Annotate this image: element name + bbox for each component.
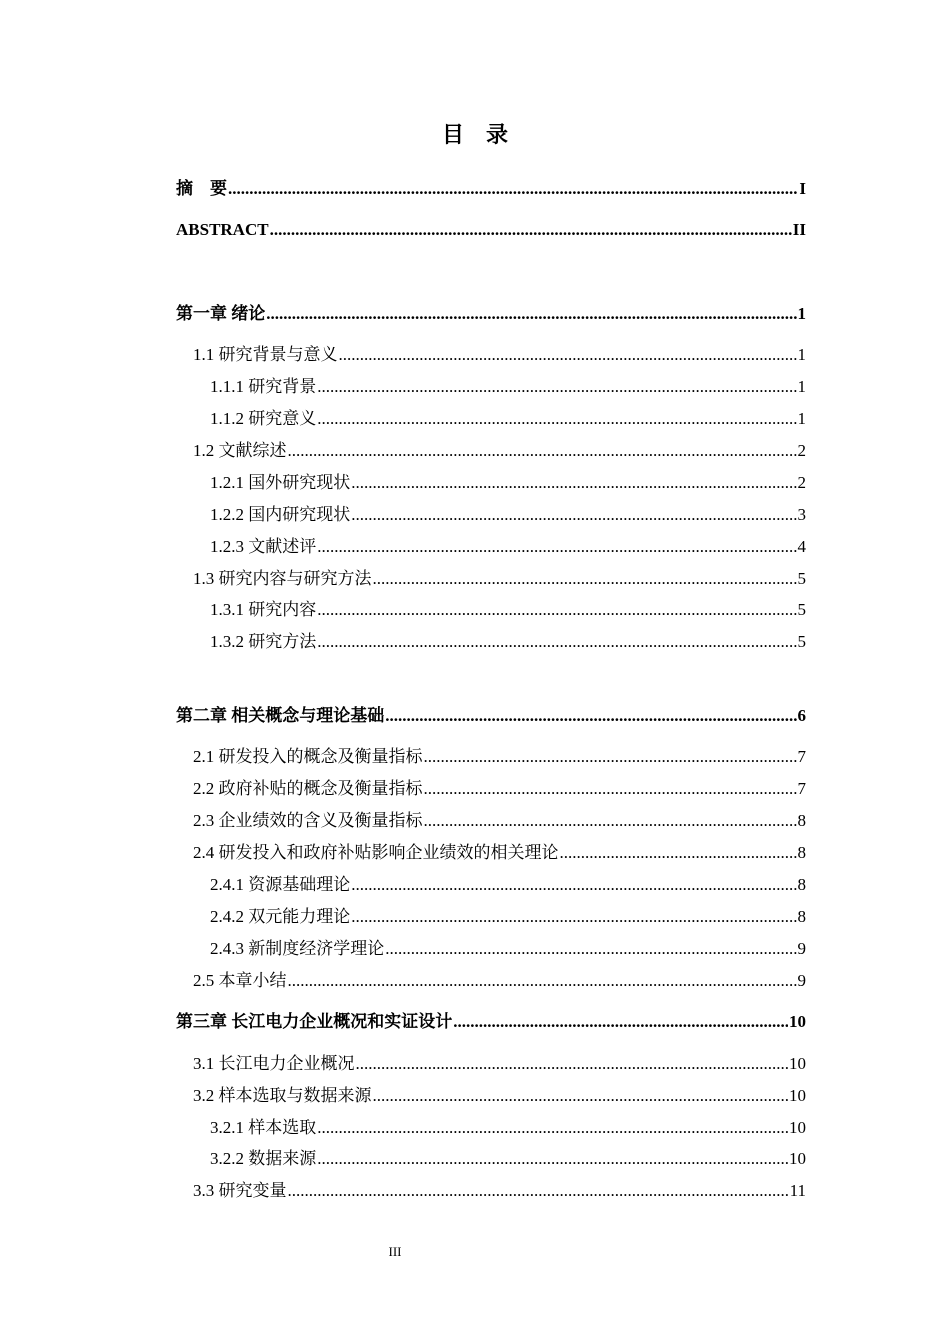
toc-leader-dots <box>317 534 796 560</box>
toc-entry-page: 8 <box>797 875 806 894</box>
toc-entry-page: 10 <box>789 1012 806 1031</box>
toc-entry-2-3[interactable] <box>193 808 806 834</box>
toc-entry-page: 1 <box>797 409 806 428</box>
toc-entry-1-2[interactable] <box>193 438 806 464</box>
toc-entry-chapter-3[interactable] <box>176 1009 806 1035</box>
toc-entry-page: 5 <box>797 600 806 619</box>
toc-entry-label: 第一章 绪论 <box>176 304 266 323</box>
toc-leader-dots <box>351 872 796 898</box>
toc-leader-dots <box>317 1115 788 1141</box>
toc-leader-dots <box>317 374 796 400</box>
toc-entry-label: 2.4.1 资源基础理论 <box>210 875 351 894</box>
toc-entry-3-1[interactable] <box>193 1051 806 1077</box>
toc-leader-dots <box>270 217 792 243</box>
toc-leader-dots <box>424 744 797 770</box>
toc-entry-label: 第二章 相关概念与理论基础 <box>176 706 385 725</box>
toc-entry-3-2-2[interactable] <box>210 1146 806 1172</box>
toc-entry-label: 2.5 本章小结 <box>193 971 287 990</box>
toc-entry-1-1[interactable] <box>193 342 806 368</box>
toc-entry-page: 5 <box>797 569 806 588</box>
toc-entry-label: ABSTRACT <box>176 220 269 239</box>
toc-entry-abstract-en[interactable] <box>176 217 806 243</box>
toc-leader-dots <box>351 502 796 528</box>
toc-entry-label: 第三章 长江电力企业概况和实证设计 <box>176 1012 453 1031</box>
toc-entry-page: 7 <box>797 747 806 766</box>
toc-entry-1-2-1[interactable] <box>210 470 806 496</box>
toc-entry-label: 2.4 研发投入和政府补贴影响企业绩效的相关理论 <box>193 843 559 862</box>
toc-entry-label: 2.2 政府补贴的概念及衡量指标 <box>193 779 423 798</box>
toc-entry-1-3-2[interactable] <box>210 629 806 655</box>
toc-entry-label: 1.1.2 研究意义 <box>210 409 317 428</box>
toc-leader-dots <box>288 1178 789 1204</box>
toc-leader-dots <box>317 1146 788 1172</box>
toc-entry-3-2[interactable] <box>193 1083 806 1109</box>
toc-entry-label: 3.2 样本选取与数据来源 <box>193 1086 372 1105</box>
toc-entry-page: 1 <box>797 345 806 364</box>
toc-entry-1-1-2[interactable] <box>210 406 806 432</box>
toc-entry-page: 1 <box>797 377 806 396</box>
toc-entry-chapter-2[interactable] <box>176 703 806 729</box>
toc-entry-page: 9 <box>797 971 806 990</box>
toc-entry-label: 1.3.1 研究内容 <box>210 600 317 619</box>
toc-entry-2-4[interactable] <box>193 840 806 866</box>
toc-entry-chapter-1[interactable] <box>176 301 806 327</box>
toc-leader-dots <box>317 406 796 432</box>
toc-entry-page: 11 <box>789 1181 806 1200</box>
toc-leader-dots <box>356 1051 789 1077</box>
toc-entry-page: 6 <box>797 706 806 725</box>
toc-leader-dots <box>453 1009 788 1035</box>
toc-entry-page: 7 <box>797 779 806 798</box>
toc-leader-dots <box>351 470 796 496</box>
toc-entry-label: 3.2.2 数据来源 <box>210 1149 317 1168</box>
toc-entry-label: 2.4.2 双元能力理论 <box>210 907 351 926</box>
toc-entry-label: 3.3 研究变量 <box>193 1181 287 1200</box>
toc-entry-label: 3.1 长江电力企业概况 <box>193 1054 355 1073</box>
toc-leader-dots <box>385 703 796 729</box>
toc-entry-page: 8 <box>797 907 806 926</box>
toc-entry-page: 9 <box>797 939 806 958</box>
toc-entry-1-1-1[interactable] <box>210 374 806 400</box>
toc-entry-label: 1.3 研究内容与研究方法 <box>193 569 372 588</box>
toc-entry-label: 1.1.1 研究背景 <box>210 377 317 396</box>
toc-entry-page: 8 <box>797 811 806 830</box>
toc-entry-label: 2.3 企业绩效的含义及衡量指标 <box>193 811 423 830</box>
toc-leader-dots <box>560 840 797 866</box>
toc-entry-page: 4 <box>797 537 806 556</box>
toc-entry-label: 1.2.1 国外研究现状 <box>210 473 351 492</box>
toc-entry-1-3-1[interactable] <box>210 597 806 623</box>
toc-leader-dots <box>373 1083 789 1109</box>
toc-leader-dots <box>424 776 797 802</box>
toc-entry-label: 1.1 研究背景与意义 <box>193 345 338 364</box>
toc-entry-2-1[interactable] <box>193 744 806 770</box>
toc-entry-2-2[interactable] <box>193 776 806 802</box>
toc-entry-3-2-1[interactable] <box>210 1115 806 1141</box>
toc-leader-dots <box>351 904 796 930</box>
toc-entry-abstract-cn[interactable] <box>176 176 806 202</box>
toc-entry-page: I <box>799 179 806 198</box>
toc-leader-dots <box>339 342 797 368</box>
toc-leader-dots <box>228 176 798 202</box>
toc-entry-label: 1.2 文献综述 <box>193 441 287 460</box>
toc-entry-label: 1.2.3 文献述评 <box>210 537 317 556</box>
toc-entry-1-2-3[interactable] <box>210 534 806 560</box>
toc-entry-page: 1 <box>797 304 806 323</box>
toc-entry-label: 2.4.3 新制度经济学理论 <box>210 939 385 958</box>
toc-entry-3-3[interactable] <box>193 1178 806 1204</box>
toc-entry-page: 10 <box>789 1118 806 1137</box>
toc-leader-dots <box>424 808 797 834</box>
toc-leader-dots <box>385 936 796 962</box>
toc-leader-dots <box>266 301 796 327</box>
toc-entry-page: 5 <box>797 632 806 651</box>
toc-entry-page: 3 <box>797 505 806 524</box>
toc-leader-dots <box>288 438 797 464</box>
toc-leader-dots <box>317 597 796 623</box>
toc-entry-page: II <box>792 220 806 239</box>
toc-entry-page: 2 <box>797 473 806 492</box>
toc-leader-dots <box>288 968 797 994</box>
page-title: 目 录 <box>441 122 508 147</box>
toc-entry-page: 2 <box>797 441 806 460</box>
toc-entry-label: 2.1 研发投入的概念及衡量指标 <box>193 747 423 766</box>
toc-entry-label: 1.3.2 研究方法 <box>210 632 317 651</box>
toc-entry-label: 摘 要 <box>176 179 227 198</box>
toc-entry-2-4-1[interactable] <box>210 872 806 898</box>
toc-entry-label: 3.2.1 样本选取 <box>210 1118 317 1137</box>
toc-leader-dots <box>373 566 797 592</box>
toc-entry-page: 10 <box>789 1086 806 1105</box>
toc-entry-1-2-2[interactable] <box>210 502 806 528</box>
toc-entry-2-4-2[interactable] <box>210 904 806 930</box>
toc-entry-2-4-3[interactable] <box>210 936 806 962</box>
toc-entry-page: 10 <box>789 1054 806 1073</box>
toc-entry-2-5[interactable] <box>193 968 806 994</box>
toc-entry-page: 10 <box>789 1149 806 1168</box>
page-number: III <box>388 1244 402 1259</box>
toc-entry-1-3[interactable] <box>193 566 806 592</box>
toc-entry-label: 1.2.2 国内研究现状 <box>210 505 351 524</box>
toc-entry-page: 8 <box>797 843 806 862</box>
toc-leader-dots <box>317 629 796 655</box>
